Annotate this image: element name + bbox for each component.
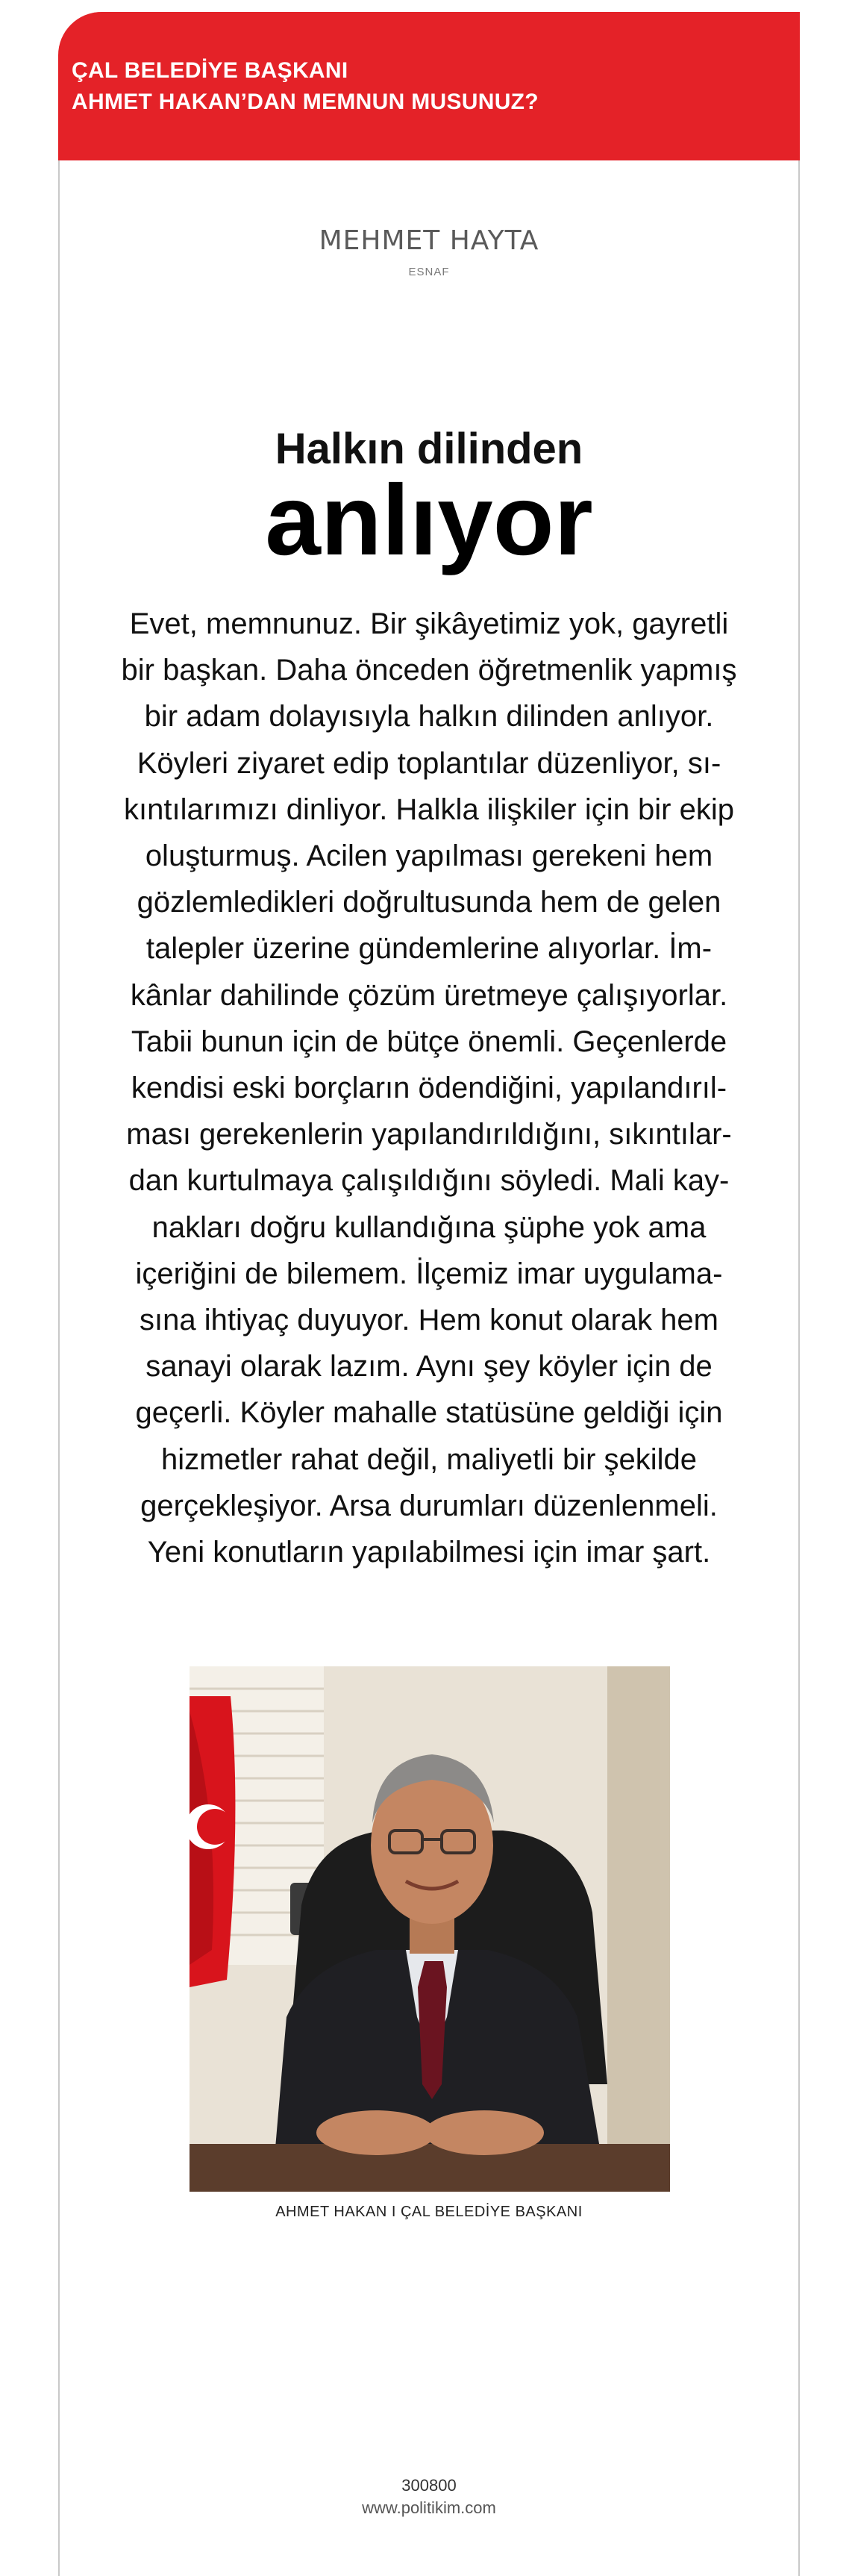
header-title-line-1: ÇAL BELEDİYE BAŞKANI <box>72 58 348 83</box>
body-line: oluşturmuş. Acilen yapılması gerekeni hem <box>145 840 713 873</box>
footer-url: www.politikim.com <box>362 2498 496 2517</box>
body-line: sına ihtiyaç duyuyor. Hem konut olarak hem <box>140 1304 718 1337</box>
article-body <box>112 601 746 1575</box>
body-line: hizmetler rahat değil, maliyetli bir şekilde <box>160 1442 698 1476</box>
body-line: Tabii bunun için de bütçe önemli. Geçenlerde <box>131 1025 727 1058</box>
body-line: kıntılarımızı dinliyor. Halkla ilişkiler için bir ekip <box>123 793 734 826</box>
header-banner <box>58 12 800 160</box>
body-line: talepler üzerine gündemlerine alıyorlar. İm- <box>145 932 713 966</box>
body-line: ması gerekenlerin yapılandırıldığını, sıkıntılar- <box>126 1118 732 1151</box>
body-line: gözlemledikleri doğrultusunda hem de gelen <box>137 886 721 919</box>
headline-small: Halkın dilinden <box>275 425 583 473</box>
body-line: kendisi eski borçların ödendiğini, yapılandırıl- <box>131 1072 727 1105</box>
headline-large: anlıyor <box>265 465 593 576</box>
body-line: Evet, memnunuz. Bir şikâyetimiz yok, gayretli <box>129 607 729 640</box>
footer-code: 300800 <box>401 2476 457 2495</box>
body-line: sanayi olarak lazım. Aynı şey köyler için de <box>145 1350 713 1384</box>
body-line: dan kurtulmaya çalışıldığını söyledi. Mali kay- <box>128 1164 730 1198</box>
photo-caption: AHMET HAKAN I ÇAL BELEDİYE BAŞKANI <box>275 2204 583 2220</box>
author-name: MEHMET HAYTA <box>319 225 539 256</box>
body-line: gerçekleşiyor. Arsa durumları düzenlenmeli. <box>140 1489 718 1522</box>
body-line: geçerli. Köyler mahalle statüsüne geldiği için <box>135 1396 723 1430</box>
body-line: Köyleri ziyaret edip toplantılar düzenliyor, sı- <box>137 746 721 780</box>
header-title-line-2: AHMET HAKAN’DAN MEMNUN MUSUNUZ? <box>72 90 539 114</box>
body-line: nakları doğru kullandığına şüphe yok ama <box>151 1210 707 1244</box>
body-line: bir adam dolayısıyla halkın dilinden anlıyor. <box>144 700 714 734</box>
body-line: bir başkan. Daha önceden öğretmenlik yapmış <box>121 654 737 687</box>
body-line: kânlar dahilinde çözüm üretmeye çalışıyorlar. <box>130 978 728 1012</box>
portrait-photo <box>190 1666 670 2192</box>
author-role: ESNAF <box>408 266 450 278</box>
body-line: içeriğini de bilemem. İlçemiz imar uygulama- <box>135 1257 723 1290</box>
body-line: Yeni konutların yapılabilmesi için imar şart. <box>147 1536 711 1569</box>
